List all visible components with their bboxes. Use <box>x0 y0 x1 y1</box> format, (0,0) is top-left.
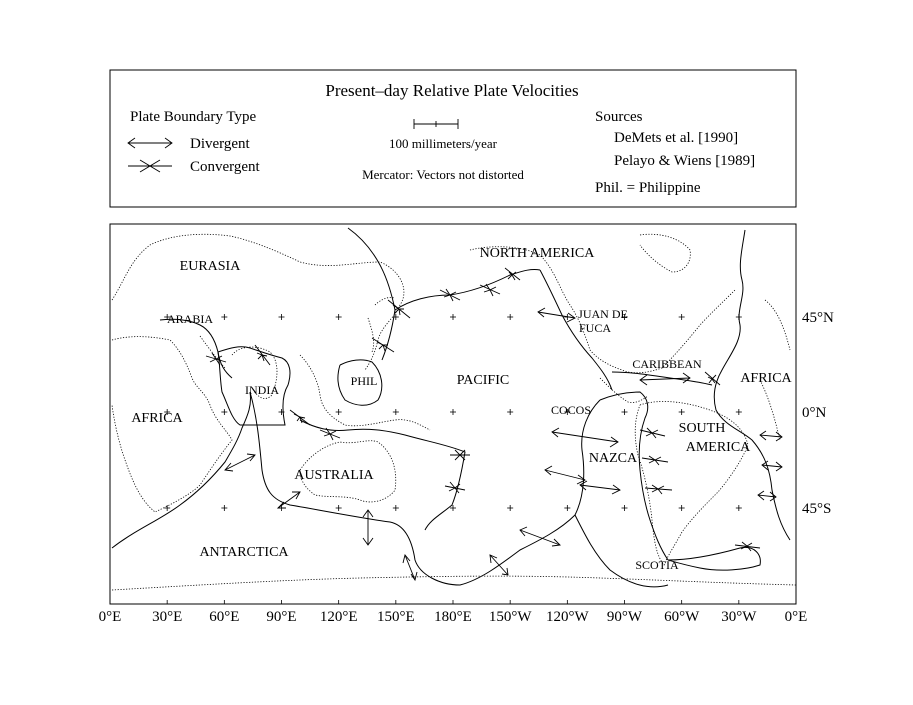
boundary-antarctica-pacific <box>575 515 668 587</box>
divergent-symbol-icon <box>128 138 172 148</box>
graticule-plus-icon <box>622 409 628 415</box>
plate-label-antarctica: ANTARCTICA <box>199 545 289 560</box>
graticule-plus-icon <box>679 314 685 320</box>
plate-label-juan-de-fuca-line1: JUAN DE <box>578 307 628 321</box>
plate-label-philippine: PHIL <box>350 374 378 388</box>
coast-central-america <box>600 378 648 403</box>
plate-label-australia: AUSTRALIA <box>294 468 374 483</box>
latitude-tick-label: 45°S <box>802 501 832 517</box>
convergent-arrow-icon <box>388 300 410 318</box>
divergent-arrow-icon <box>363 510 373 545</box>
longitude-tick-label: 150°W <box>488 609 532 625</box>
plate-label-south-america-line1: SOUTH <box>678 421 726 436</box>
convergent-symbol-icon <box>128 160 172 172</box>
divergent-arrow-icon <box>545 466 585 484</box>
coast-greenland <box>640 234 690 272</box>
graticule-plus-icon <box>679 505 685 511</box>
convergent-arrow-icon <box>480 284 500 296</box>
convergent-arrow-icon <box>450 450 470 460</box>
convergent-arrow-icon <box>372 338 394 352</box>
graticule-plus-icon <box>564 314 570 320</box>
divergent-arrow-icon <box>225 454 255 471</box>
longitude-tick-label: 30°W <box>721 609 757 625</box>
plate-label-africa-east: AFRICA <box>740 371 792 386</box>
latitude-tick-label: 0°N <box>802 405 827 421</box>
longitude-tick-label: 90°E <box>266 609 297 625</box>
graticule-marks <box>164 314 742 511</box>
graticule-plus-icon <box>736 409 742 415</box>
source-demets: DeMets et al. [1990] <box>614 130 739 146</box>
graticule-plus-icon <box>507 314 513 320</box>
boundary-scotia <box>668 547 760 570</box>
graticule-plus-icon <box>393 505 399 511</box>
convergent-arrow-icon <box>290 410 310 425</box>
plate-label-north-america: NORTH AMERICA <box>479 246 595 261</box>
graticule-plus-icon <box>336 409 342 415</box>
plate-label-caribbean: CARIBBEAN <box>632 357 702 371</box>
latitude-tick-label: 45°N <box>802 310 834 326</box>
graticule-plus-icon <box>622 505 628 511</box>
plate-label-africa-west: AFRICA <box>131 411 183 426</box>
boundary-aleutian <box>395 269 540 310</box>
graticule-plus-icon <box>564 505 570 511</box>
convergent-arrow-icon <box>645 485 672 494</box>
divergent-arrow-icon <box>762 461 782 471</box>
scale-bar-icon <box>414 119 458 129</box>
plate-labels <box>131 246 792 572</box>
plate-label-pacific: PACIFIC <box>456 373 510 388</box>
plate-boundaries <box>112 228 790 587</box>
divergent-arrow-icon <box>490 555 508 575</box>
boundary-arabia <box>160 319 232 378</box>
longitude-tick-label: 90°W <box>606 609 643 625</box>
boundary-cocos-nazca <box>600 392 668 560</box>
plate-label-arabia: ARABIA <box>166 312 214 326</box>
coast-west-africa <box>760 300 790 440</box>
plate-label-juan-de-fuca-line2: FUCA <box>578 321 612 335</box>
boundary-pacific-west <box>300 228 465 530</box>
longitude-tick-label: 180°E <box>434 609 472 625</box>
divergent-arrow-icon <box>538 308 575 322</box>
divergent-arrow-icon <box>552 428 618 447</box>
sources-heading: Sources <box>595 109 643 125</box>
source-pelayo: Pelayo & Wiens [1989] <box>614 153 756 169</box>
convergent-label: Convergent <box>190 159 260 175</box>
plate-label-nazca: NAZCA <box>588 451 638 466</box>
graticule-plus-icon <box>450 314 456 320</box>
graticule-plus-icon <box>736 314 742 320</box>
graticule-plus-icon <box>393 409 399 415</box>
convergent-arrow-icon <box>206 353 226 365</box>
plate-label-scotia: SCOTIA <box>635 558 679 572</box>
graticule-plus-icon <box>221 409 227 415</box>
divergent-label: Divergent <box>190 136 250 152</box>
graticule-plus-icon <box>679 409 685 415</box>
graticule-plus-icon <box>279 505 285 511</box>
convergent-arrow-icon <box>735 542 760 551</box>
coast-southeast-asia <box>300 355 430 430</box>
longitude-tick-label: 120°E <box>319 609 358 625</box>
graticule-plus-icon <box>736 505 742 511</box>
convergent-arrow-icon <box>642 456 668 465</box>
coast-antarctica <box>112 576 796 590</box>
graticule-plus-icon <box>221 505 227 511</box>
graticule-plus-icon <box>336 505 342 511</box>
boundary-caribbean <box>612 372 712 385</box>
longitude-tick-label: 120°W <box>546 609 589 625</box>
plate-label-cocos: COCOS <box>550 403 592 417</box>
longitude-tick-label: 0°E <box>784 609 808 625</box>
graticule-plus-icon <box>221 314 227 320</box>
plate-label-eurasia: EURASIA <box>179 259 241 274</box>
convergent-arrow-icon <box>640 428 665 438</box>
longitude-tick-label: 0°E <box>98 609 122 625</box>
plate-label-india: INDIA <box>245 383 279 397</box>
legend-title: Present–day Relative Plate Velocities <box>325 81 579 100</box>
legend <box>110 70 796 207</box>
latitude-axis <box>802 310 834 517</box>
longitude-tick-label: 150°E <box>376 609 415 625</box>
longitude-tick-label: 60°W <box>664 609 700 625</box>
boundary-type-heading: Plate Boundary Type <box>130 109 257 125</box>
graticule-plus-icon <box>507 409 513 415</box>
graticule-plus-icon <box>507 505 513 511</box>
convergent-arrow-icon <box>505 268 520 280</box>
graticule-plus-icon <box>279 314 285 320</box>
divergent-arrow-icon <box>580 481 620 494</box>
projection-note: Mercator: Vectors not distorted <box>362 167 524 182</box>
convergent-arrow-icon <box>445 482 465 493</box>
plate-label-south-america-line2: AMERICA <box>685 440 751 455</box>
abbreviation-note: Phil. = Philippine <box>595 180 701 196</box>
convergent-arrow-icon <box>255 345 270 365</box>
graticule-plus-icon <box>336 314 342 320</box>
graticule-plus-icon <box>450 409 456 415</box>
graticule-plus-icon <box>164 505 170 511</box>
longitude-tick-label: 60°E <box>209 609 240 625</box>
divergent-arrow-icon <box>520 527 560 546</box>
longitude-tick-label: 30°E <box>152 609 183 625</box>
scale-label: 100 millimeters/year <box>389 136 497 151</box>
